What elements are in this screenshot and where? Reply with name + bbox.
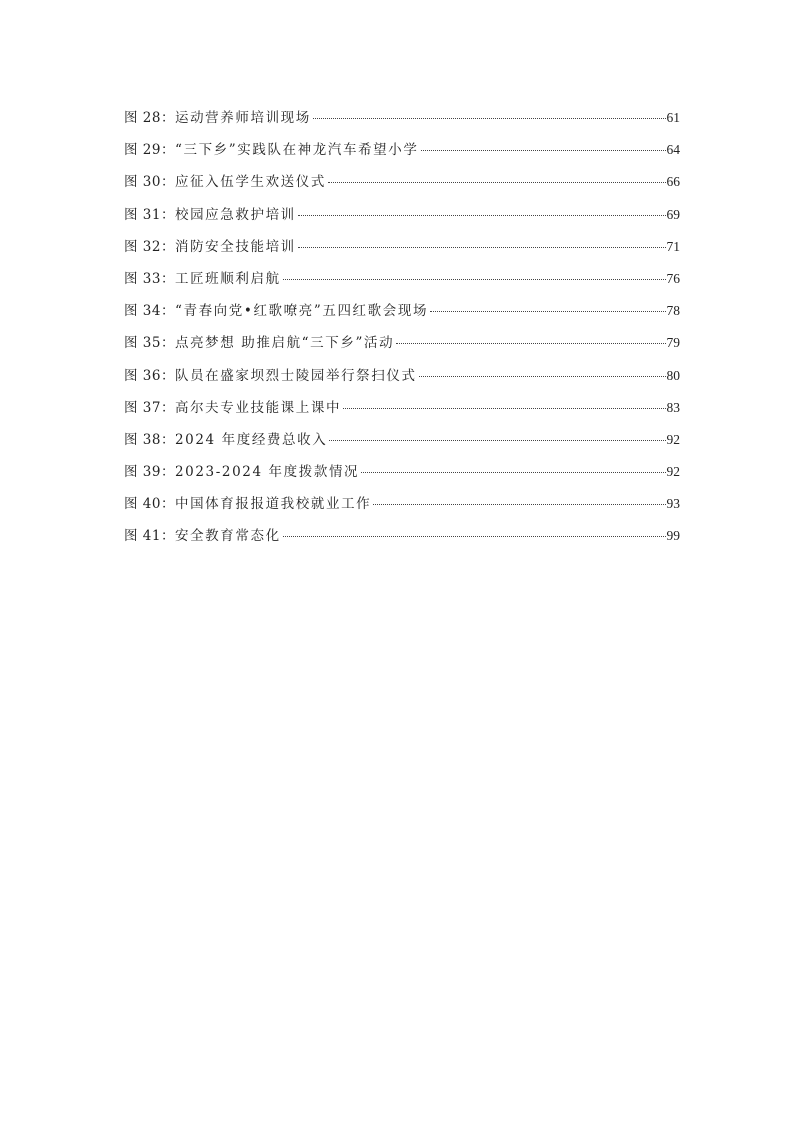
figure-title: 运动营养师培训现场 [174, 110, 311, 126]
dot-leader [421, 150, 666, 151]
toc-entry[interactable] [124, 398, 680, 430]
dot-leader [283, 536, 666, 537]
page-number: 64 [666, 142, 680, 158]
dot-leader [419, 376, 666, 377]
figure-number: 图 32： [124, 238, 175, 255]
dot-leader [328, 182, 666, 183]
dot-leader [343, 408, 665, 409]
figure-number: 图 28： [124, 110, 175, 126]
toc-entry[interactable] [124, 526, 680, 558]
toc-entry[interactable] [124, 140, 680, 172]
figure-number: 图 39： [124, 464, 175, 481]
dot-leader [396, 343, 665, 344]
figure-title: 2024 年度经费总收入 [174, 431, 328, 448]
figure-number: 图 29： [124, 142, 175, 159]
figure-number: 图 38： [124, 431, 175, 448]
figure-number: 图 33： [124, 270, 175, 287]
figure-title: 队员在盛家坝烈士陵园举行祭扫仪式 [174, 367, 417, 384]
toc-entry[interactable] [124, 172, 680, 204]
figure-title: 2023-2024 年度拨款情况 [174, 464, 360, 481]
dot-leader [373, 504, 665, 505]
figure-title: “三下乡”实践队在神龙汽车希望小学 [174, 142, 419, 159]
figure-title: 点亮梦想 助推启航“三下乡”活动 [174, 335, 395, 352]
figure-number: 图 31： [124, 206, 175, 223]
page-number: 99 [666, 528, 680, 544]
page-number: 66 [666, 174, 680, 190]
page-number: 61 [666, 110, 680, 125]
figure-title: 应征入伍学生欢送仪式 [174, 174, 326, 191]
page-number: 80 [666, 367, 680, 383]
figure-list-toc [124, 108, 680, 559]
figure-title: “青春向党•红歌嘹亮”五四红歌会现场 [174, 303, 429, 320]
figure-title: 中国体育报报道我校就业工作 [174, 496, 372, 513]
figure-title: 高尔夫专业技能课上课中 [174, 399, 342, 416]
figure-title: 消防安全技能培训 [174, 238, 296, 255]
figure-number: 图 40： [124, 496, 175, 513]
dot-leader [298, 215, 666, 216]
figure-number: 图 34： [124, 303, 175, 320]
dot-leader [283, 279, 666, 280]
toc-entry[interactable] [124, 462, 680, 494]
page-number: 79 [666, 335, 680, 351]
page-number: 76 [666, 270, 680, 286]
page-number: 92 [666, 431, 680, 447]
figure-number: 图 35： [124, 335, 175, 352]
figure-number: 图 41： [124, 528, 175, 545]
dot-leader [329, 440, 665, 441]
figure-number: 图 36： [124, 367, 175, 384]
toc-entry[interactable] [124, 494, 680, 526]
figure-title: 工匠班顺利启航 [174, 270, 281, 287]
page-number: 93 [666, 496, 680, 512]
dot-leader [430, 311, 665, 312]
toc-entry[interactable] [124, 366, 680, 398]
page-number: 83 [666, 399, 680, 415]
toc-entry[interactable] [124, 301, 680, 333]
page-number: 78 [666, 303, 680, 319]
dot-leader [313, 118, 666, 119]
page-number: 69 [666, 206, 680, 222]
dot-leader [298, 247, 666, 248]
page-number: 71 [666, 238, 680, 254]
figure-number: 图 37： [124, 399, 175, 416]
page-number: 92 [666, 464, 680, 480]
dot-leader [361, 472, 665, 473]
toc-entry[interactable] [124, 430, 680, 462]
figure-title: 校园应急救护培训 [174, 206, 296, 223]
figure-number: 图 30： [124, 174, 175, 191]
toc-entry[interactable] [124, 333, 680, 365]
toc-entry[interactable] [124, 237, 680, 269]
toc-entry[interactable] [124, 205, 680, 237]
figure-title: 安全教育常态化 [174, 528, 281, 545]
toc-entry[interactable] [124, 108, 680, 140]
toc-entry[interactable] [124, 269, 680, 301]
